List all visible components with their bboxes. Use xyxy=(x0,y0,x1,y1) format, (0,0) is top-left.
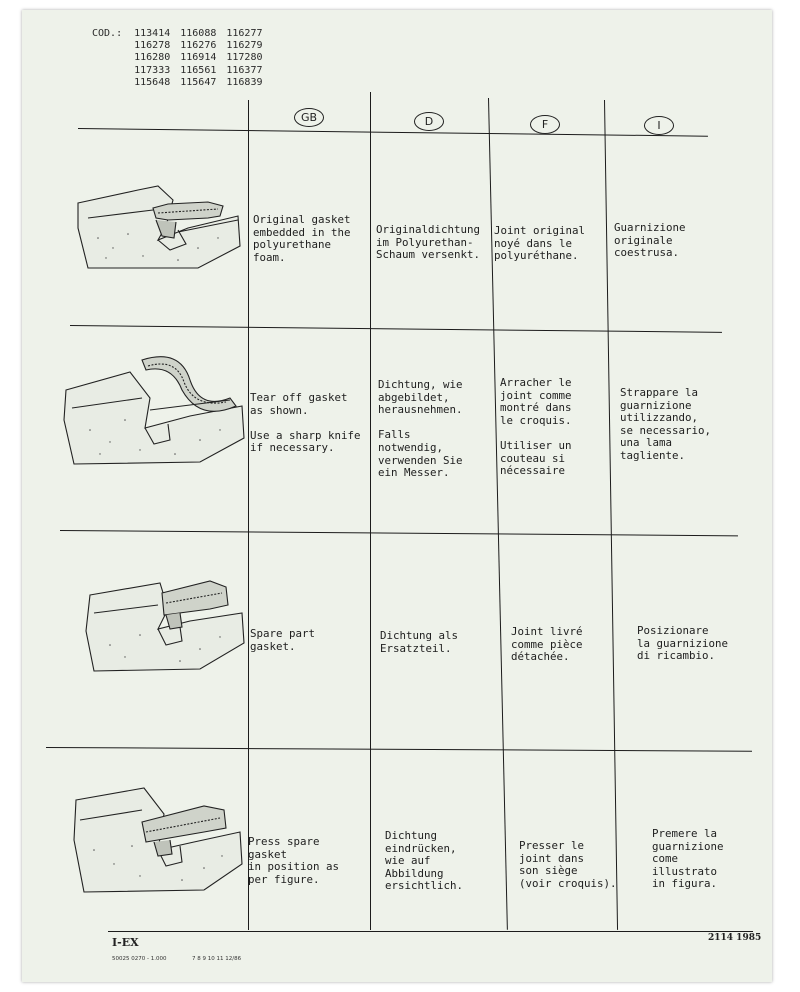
row1-f-text: Joint original noyé dans le polyuréthane. xyxy=(494,224,586,263)
row4-i-text: Premere la guarnizione come illustrato in figura. xyxy=(652,827,724,891)
bottom-rule xyxy=(108,931,753,932)
code-column-2 xyxy=(180,28,216,89)
illustration-gasket-embedded xyxy=(58,168,248,278)
row1-d-text: Originaldichtung im Polyurethan- Schaum versenkt. xyxy=(376,223,481,262)
code-column-1 xyxy=(134,28,170,89)
column-divider-2 xyxy=(370,92,371,930)
row4-f-text: Presser le joint dans son siège (voir croquis). xyxy=(519,839,617,890)
row3-i-text: Posizionare la guarnizione di ricambio. xyxy=(637,624,729,663)
code-item: 116088 xyxy=(180,28,217,39)
lang-badge-f: F xyxy=(530,115,560,134)
row4-gb-text: Press spare gasket in position as per figure. xyxy=(248,835,340,886)
row1-gb-text: Original gasket embedded in the polyurethane foam. xyxy=(253,213,351,264)
code-item: 116561 xyxy=(180,64,217,76)
code-item: 116277 xyxy=(226,28,263,39)
footer-code-right: 2114 1985 xyxy=(708,933,762,943)
footer-print-date: 7 8 9 10 11 12/86 xyxy=(192,956,242,962)
code-item: 115647 xyxy=(180,76,217,88)
illustration-press-gasket xyxy=(54,780,249,905)
row1-i-text: Guarnizione originale coestrusa. xyxy=(614,221,686,260)
row3-f-text: Joint livré comme pièce détachée. xyxy=(511,625,583,664)
row4-d-text: Dichtung eindrücken, wie auf Abbildung ersichtlich. xyxy=(385,829,464,893)
code-item: 116377 xyxy=(226,64,263,76)
code-item: 117280 xyxy=(226,52,263,64)
code-item: 116280 xyxy=(134,52,171,64)
illustration-gasket-tear-off xyxy=(50,350,250,480)
code-item: 116276 xyxy=(180,40,217,52)
code-column-3 xyxy=(226,28,262,89)
code-item: 116279 xyxy=(226,40,263,52)
illustration-spare-gasket xyxy=(50,565,250,685)
code-item: 115648 xyxy=(134,76,171,88)
lang-badge-d: D xyxy=(414,112,444,131)
row2-gb-text: Tear off gasket as shown. Use a sharp knife if necessary. xyxy=(250,391,361,455)
footer-print-info: 50025 0270 - 1.000 xyxy=(112,956,167,962)
lang-badge-gb: GB xyxy=(294,108,324,127)
row2-d-text: Dichtung, wie abgebildet, herausnehmen. Falls notwendig, verwenden Sie ein Messer. xyxy=(378,378,463,480)
code-label: COD.: xyxy=(92,28,123,39)
row2-f-text: Arracher le joint comme montré dans le croquis. Utiliser un couteau si nécessaire xyxy=(500,376,572,478)
row3-gb-text: Spare part gasket. xyxy=(250,627,316,653)
row2-i-text: Strappare la guarnizione utilizzando, se necessario, una lama tagliente. xyxy=(620,386,712,462)
code-item: 116278 xyxy=(134,40,171,52)
code-list xyxy=(92,28,262,89)
code-item: 117333 xyxy=(134,64,171,76)
code-item: 116839 xyxy=(226,76,263,88)
code-item: 116914 xyxy=(180,52,217,64)
code-label-column xyxy=(92,28,124,89)
footer-code-left: I-EX xyxy=(112,936,139,949)
code-item: 113414 xyxy=(134,28,171,39)
lang-badge-i: I xyxy=(644,116,674,135)
row3-d-text: Dichtung als Ersatzteil. xyxy=(380,629,459,655)
